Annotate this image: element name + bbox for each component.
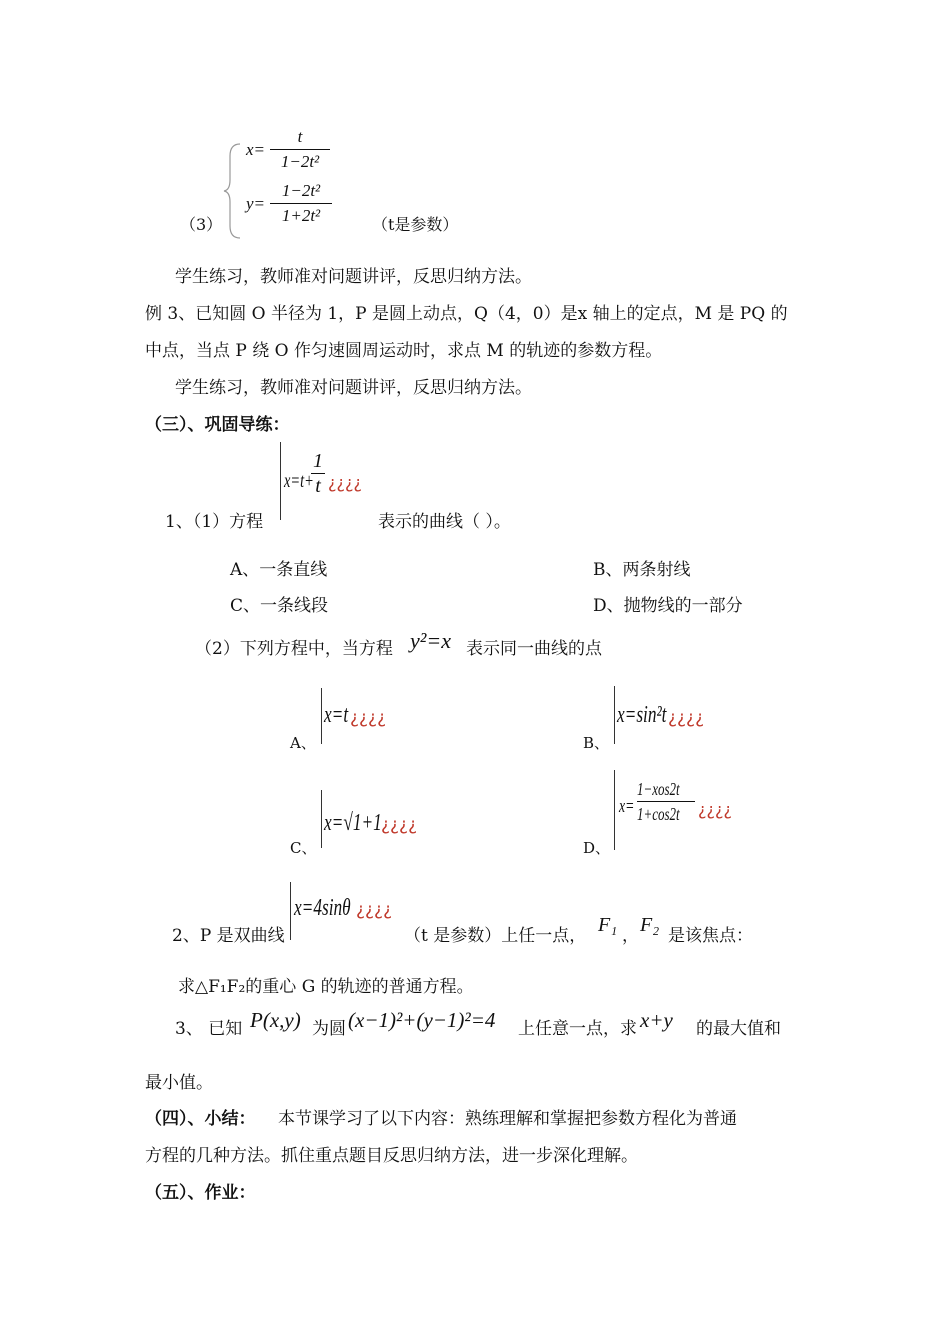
q2-eq: x=4sinθ xyxy=(294,895,351,921)
q1-eq-fraction xyxy=(311,450,325,497)
q2-mid: （t 是参数）上任一点， xyxy=(404,926,587,946)
choice-b-label: B、 xyxy=(583,734,610,752)
choice-a-brace xyxy=(321,688,322,744)
practice-line-1: 学生练习，教师准对问题讲评，反思归纳方法。 xyxy=(175,267,532,287)
q3-point: P(x,y) xyxy=(250,1008,301,1032)
summary-heading: （四）、小结： xyxy=(145,1109,256,1129)
sys3-x-fraction xyxy=(270,126,330,173)
q1-option-d: D、抛物线的一部分 xyxy=(593,596,743,616)
sys3-label: （3） xyxy=(180,215,223,234)
sys3-note: （t是参数） xyxy=(372,215,459,234)
summary-text-1: 本节课学习了以下内容：熟练理解和掌握把参数方程化为普通 xyxy=(278,1109,737,1129)
sys3-x-den: 1−2t² xyxy=(280,152,320,171)
sys3-x-num: t xyxy=(297,127,303,146)
q3-line-2: 最小值。 xyxy=(145,1073,213,1093)
q2-comma: ， xyxy=(622,926,639,946)
q1-brace-line xyxy=(280,442,281,520)
q2-suffix: 是该焦点： xyxy=(668,926,753,946)
q1-eq-den: t xyxy=(315,475,321,497)
choice-c-label: C、 xyxy=(290,839,317,857)
q1-suffix: 表示的曲线（ ）。 xyxy=(378,512,511,532)
choice-b-brace xyxy=(614,686,615,744)
choice-d-garble: ¿¿¿¿ xyxy=(698,800,732,819)
q2-f2: F₂ xyxy=(640,914,660,936)
choice-d-fraction xyxy=(637,778,695,825)
left-brace-icon xyxy=(222,142,242,240)
sys3-y-num: 1−2t² xyxy=(281,181,321,200)
q1-option-a: A、一条直线 xyxy=(230,560,328,580)
q1-prefix: 1、（1）方程 xyxy=(165,512,264,532)
example3-line-1: 例 3、已知圆 O 半径为 1，P 是圆上动点，Q（4，0）是x 轴上的定点，M 是 PQ 的 xyxy=(145,304,788,324)
choice-a-eq: x=t xyxy=(324,702,349,728)
summary-text-2: 方程的几种方法。抓住重点题目反思归纳方法，进一步深化理解。 xyxy=(145,1146,638,1166)
q1-option-b: B、两条射线 xyxy=(593,560,691,580)
choice-c-garble: ¿¿¿¿ xyxy=(381,815,418,835)
q1-garble: ¿¿¿¿ xyxy=(328,473,362,492)
example3-line-2: 中点，当点 P 绕 O 作匀速圆周运动时，求点 M 的轨迹的参数方程。 xyxy=(145,341,663,361)
sys3-y-den: 1+2t² xyxy=(281,206,321,225)
q1-eq-num: 1 xyxy=(313,450,323,472)
choice-c-eq: x=√1+1 xyxy=(324,810,382,836)
homework-heading: （五）、作业： xyxy=(145,1183,256,1203)
q2-brace xyxy=(290,882,291,940)
q1-2-prefix: （2）下列方程中，当方程 xyxy=(195,639,393,659)
choice-d-den: 1+cos2t xyxy=(637,804,680,824)
q1-eq-x: x=t+ xyxy=(284,470,314,492)
q3-prefix: 3、 已知 xyxy=(175,1019,243,1039)
q2-f1: F₁ xyxy=(598,914,618,936)
sys3-x-lhs: x= xyxy=(246,140,266,159)
choice-a-label: A、 xyxy=(290,734,316,752)
choice-b-garble: ¿¿¿¿ xyxy=(668,708,705,728)
practice-line-2: 学生练习，教师准对问题讲评，反思归纳方法。 xyxy=(175,378,532,398)
q3-suffix: 的最大值和 xyxy=(696,1019,781,1039)
choice-b-eq: x=sin²t xyxy=(617,702,667,728)
choice-a-garble: ¿¿¿¿ xyxy=(350,708,387,728)
q3-mid2: 上任意一点，求 xyxy=(518,1019,637,1039)
sys3-y-lhs: y= xyxy=(246,194,266,213)
q3-mid: 为圆 xyxy=(312,1019,346,1039)
choice-d-num: 1−xos2t xyxy=(637,779,680,799)
q3-circle: (x−1)²+(y−1)²=4 xyxy=(348,1008,496,1032)
section-3-heading: （三）、巩固导练： xyxy=(145,415,290,435)
q2-prefix: 2、P 是双曲线 xyxy=(172,926,285,946)
choice-c-brace xyxy=(321,790,322,848)
q1-2-suffix: 表示同一曲线的点 xyxy=(466,639,602,659)
choice-d-label: D、 xyxy=(583,839,611,857)
choice-d-brace xyxy=(614,770,615,850)
q2-garble: ¿¿¿¿ xyxy=(356,900,393,920)
choice-d-x: x= xyxy=(619,796,635,817)
q1-2-eq: y²=x xyxy=(410,628,451,653)
sys3-y-fraction xyxy=(270,180,332,227)
q3-expr: x+y xyxy=(640,1008,673,1032)
q1-option-c: C、一条线段 xyxy=(230,596,329,616)
q2-line-2: 求△F₁F₂的重心 G 的轨迹的普通方程。 xyxy=(178,977,474,997)
